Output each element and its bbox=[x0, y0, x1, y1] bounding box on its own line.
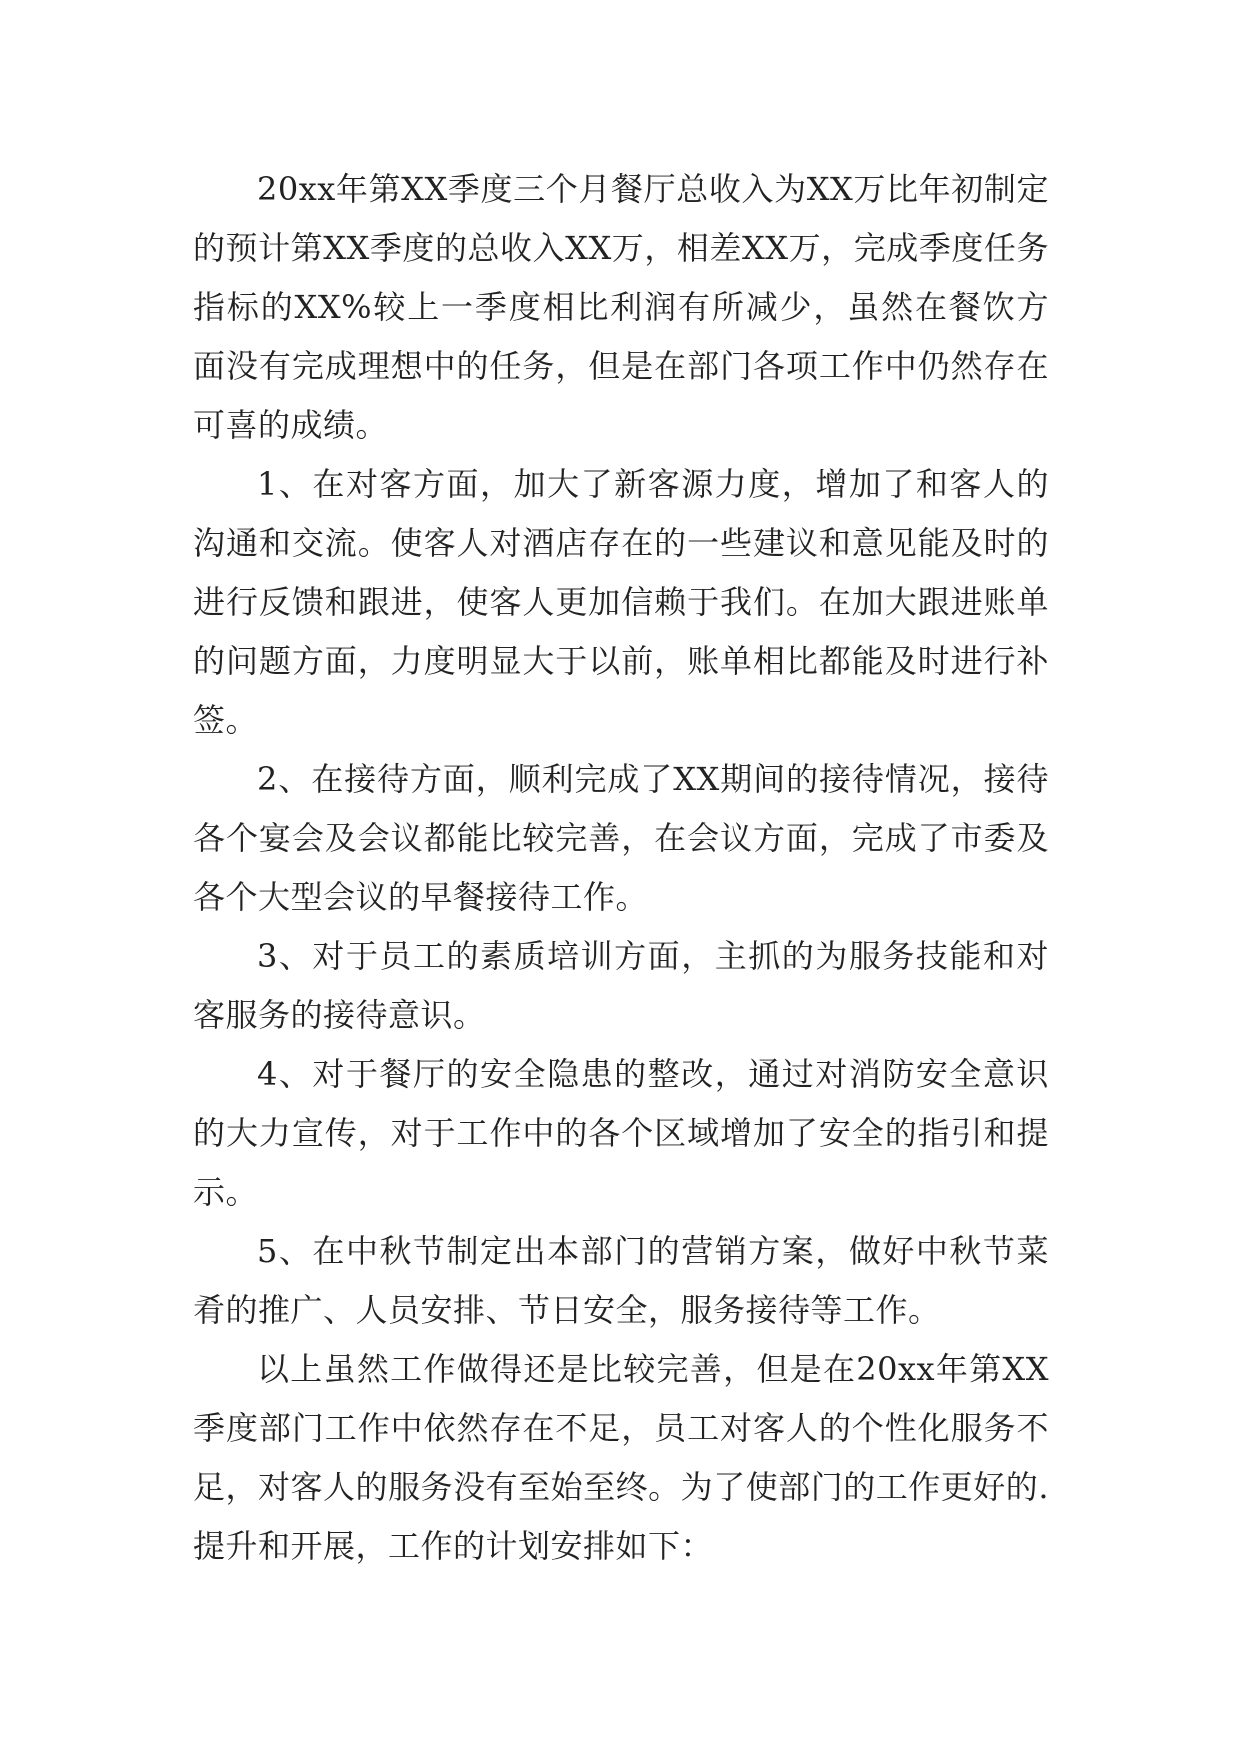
paragraph-item-5: 5、在中秋节制定出本部门的营销方案，做好中秋节菜肴的推广、人员安排、节日安全，服务接待等工作。 bbox=[193, 1232, 1049, 1329]
paragraph-item-4: 4、对于餐厅的安全隐患的整改，通过对消防安全意识的大力宣传，对于工作中的各个区域增加了安全的指引和提示。 bbox=[193, 1055, 1049, 1211]
paragraph-item-3: 3、对于员工的素质培训方面，主抓的为服务技能和对客服务的接待意识。 bbox=[193, 937, 1049, 1034]
document-body bbox=[193, 160, 1049, 1576]
paragraph-item-2: 2、在接待方面，顺利完成了XX期间的接待情况，接待各个宴会及会议都能比较完善，在会议方面，完成了市委及各个大型会议的早餐接待工作。 bbox=[193, 760, 1049, 916]
paragraph-summary: 以上虽然工作做得还是比较完善，但是在20xx年第XX季度部门工作中依然存在不足，员工对客人的个性化服务不足，对客人的服务没有至始至终。为了使部门的工作更好的.提升和开展，工作的计划安排如下： bbox=[193, 1350, 1049, 1565]
paragraph-intro: 20xx年第XX季度三个月餐厅总收入为XX万比年初制定的预计第XX季度的总收入XX万，相差XX万，完成季度任务指标的XX%较上一季度相比利润有所减少，虽然在餐饮方面没有完成理想中的任务，但是在部门各项工作中仍然存在可喜的成绩。 bbox=[193, 170, 1049, 444]
paragraph-item-1: 1、在对客方面，加大了新客源力度，增加了和客人的沟通和交流。使客人对酒店存在的一些建议和意见能及时的进行反馈和跟进，使客人更加信赖于我们。在加大跟进账单的问题方面，力度明显大于以前，账单相比都能及时进行补签。 bbox=[193, 465, 1049, 739]
